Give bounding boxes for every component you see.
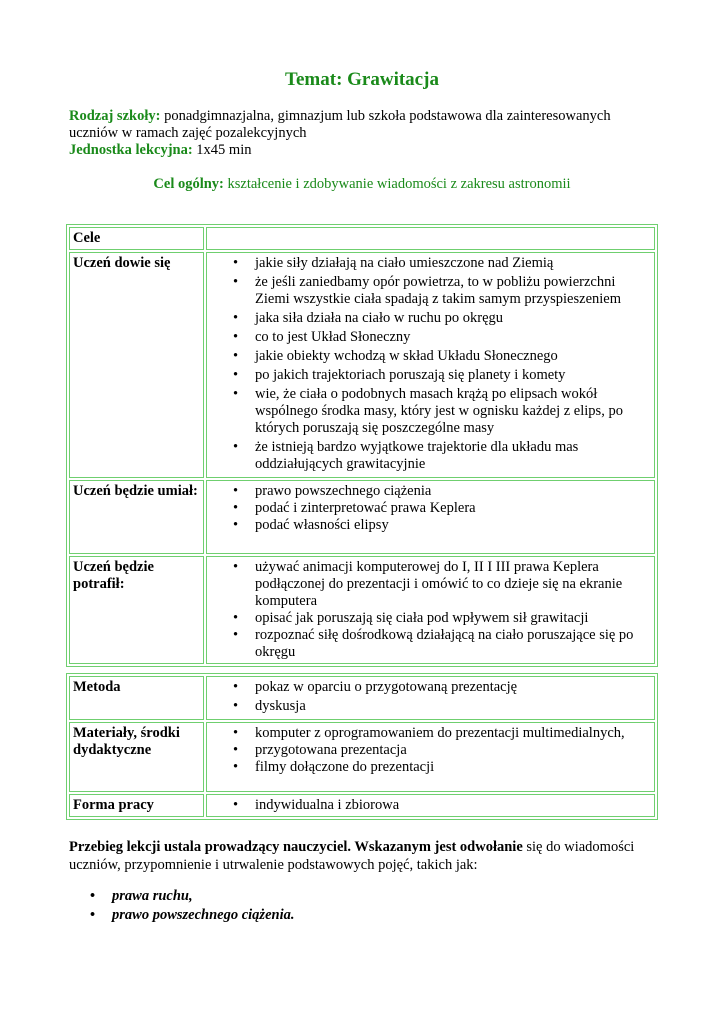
school-type-value: ponadgimnazjalna, gimnazjum lub szkoła podstawowa dla zainteresowanych uczniów w ramach zajęć pozalekcyjnych [69, 108, 611, 141]
table-row [69, 556, 655, 664]
goals-header-empty-cell [206, 227, 655, 250]
list-item: • dyskusja [255, 698, 651, 715]
row-label: Forma pracy [69, 794, 204, 817]
list-item: • że istnieją bardzo wyjątkowe trajektorie dla układu mas oddziałujących grawitacyjnie [255, 439, 651, 473]
list-item: • jaka siła działa na ciało w ruchu po okręgu [255, 310, 651, 327]
table-row [69, 227, 655, 250]
list-item: • rozpoznać siłę dośrodkową działającą na ciało poruszające się po okręgu [255, 627, 651, 661]
list-item: • prawo powszechnego ciążenia [255, 483, 651, 500]
method-table [66, 673, 658, 820]
list-item: • podać i zinterpretować prawa Keplera [255, 500, 651, 517]
list-item: • używać animacji komputerowej do I, II I III prawa Keplera podłączonej do prezentacji i omówić to co dzieje się na ekranie komputera [255, 559, 651, 610]
list-item: • jakie siły działają na ciało umieszczone nad Ziemią [255, 255, 651, 272]
general-goal-label: Cel ogólny: [153, 176, 224, 192]
summary-text: się do wiadomości uczniów, przypomnienie i utrwalenie podstawowych pojęć, takich jak: [69, 839, 635, 873]
row-label: Uczeń będzie umiał: [69, 480, 204, 554]
row-content [206, 252, 655, 478]
list-item: • podać własności elipsy [255, 517, 651, 534]
list-item: • jakie obiekty wchodzą w skład Układu Słonecznego [255, 348, 651, 365]
general-goal [0, 176, 724, 193]
goals-table [66, 224, 658, 667]
list-item: • przygotowana prezentacja [255, 742, 651, 759]
row-content [206, 794, 655, 817]
general-goal-value: kształcenie i zdobywanie wiadomości z zakresu astronomii [223, 176, 571, 192]
table-row [69, 676, 655, 720]
goals-header-cell: Cele [69, 227, 204, 250]
list-item: • filmy dołączone do prezentacji [255, 759, 651, 776]
list-item: • indywidualna i zbiorowa [255, 797, 651, 814]
row-label: Uczeń będzie potrafił: [69, 556, 204, 664]
lesson-unit-value: 1x45 min [192, 142, 252, 158]
list-item: • co to jest Układ Słoneczny [255, 329, 651, 346]
lesson-summary [69, 838, 659, 874]
lesson-unit-label: Jednostka lekcyjna: [69, 142, 193, 158]
row-label: Materiały, środki dydaktyczne [69, 722, 204, 792]
list-item: • po jakich trajektoriach poruszają się planety i komety [255, 367, 651, 384]
row-label: Uczeń dowie się [69, 252, 204, 478]
page-title: Temat: Grawitacja [285, 69, 439, 90]
row-content [206, 722, 655, 792]
table-row [69, 252, 655, 478]
table-row [69, 480, 655, 554]
lesson-info [69, 108, 659, 159]
school-type-label: Rodzaj szkoły: [69, 108, 161, 124]
concepts-list [69, 887, 659, 925]
summary-bold: Przebieg lekcji ustala prowadzący nauczyciel. Wskazanym jest odwołanie [69, 839, 523, 855]
row-label: Metoda [69, 676, 204, 720]
table-row [69, 794, 655, 817]
row-content [206, 480, 655, 554]
list-item: • prawa ruchu, [112, 887, 659, 906]
list-item: • prawo powszechnego ciążenia. [112, 906, 659, 925]
row-content [206, 676, 655, 720]
list-item: • wie, że ciała o podobnych masach krążą po elipsach wokół wspólnego środka masy, który jest w ognisku każdej z elips, po których poruszają się poszczególne masy [255, 386, 651, 437]
list-item: • pokaz w oparciu o przygotowaną prezentację [255, 679, 651, 696]
table-row [69, 722, 655, 792]
list-item: • opisać jak poruszają się ciała pod wpływem sił grawitacji [255, 610, 651, 627]
list-item: • komputer z oprogramowaniem do prezentacji multimedialnych, [255, 725, 651, 742]
row-content [206, 556, 655, 664]
list-item: • że jeśli zaniedbamy opór powietrza, to w pobliżu powierzchni Ziemi wszystkie ciała spadają z takim samym przyspieszeniem [255, 274, 651, 308]
